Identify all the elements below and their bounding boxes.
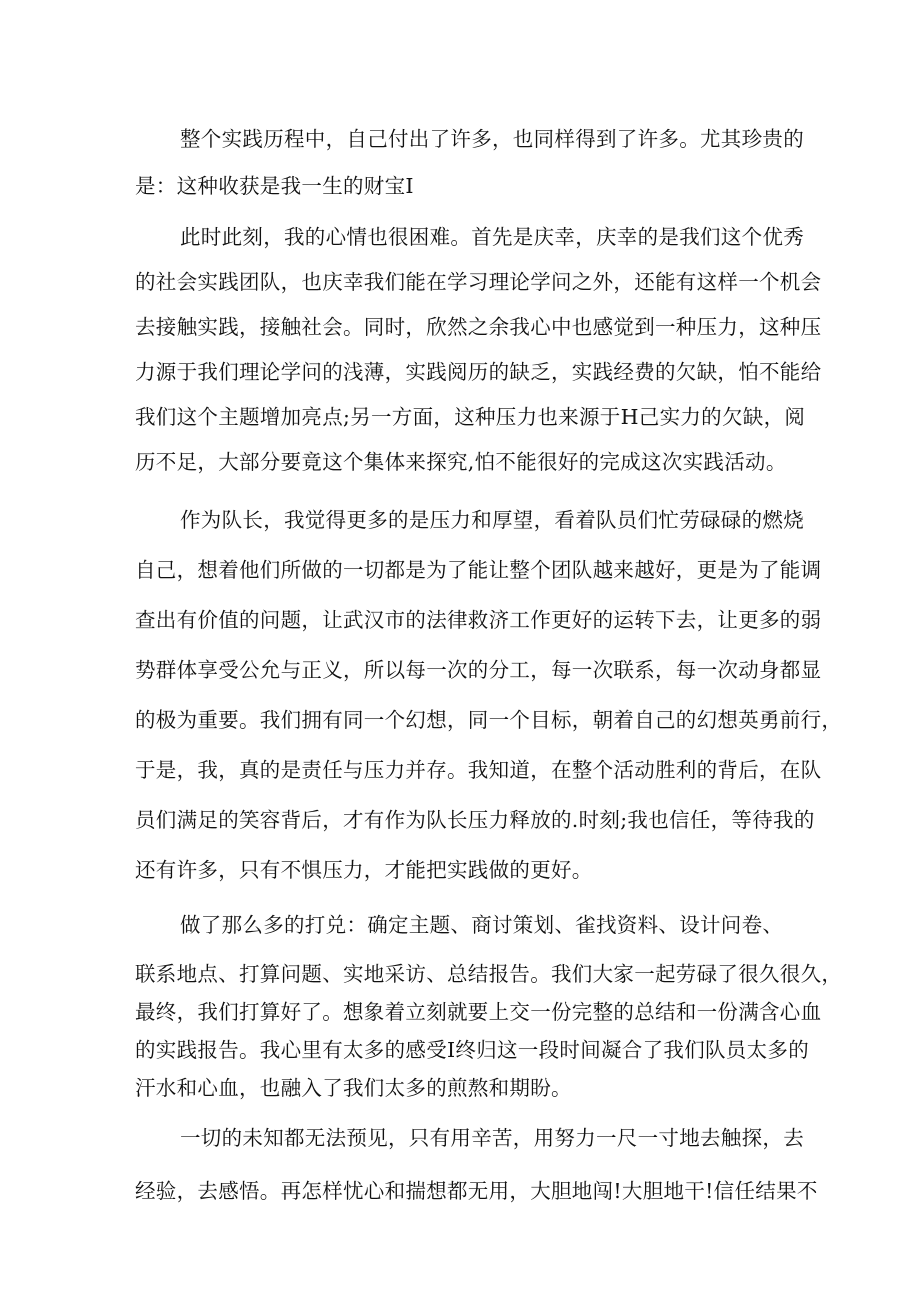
text-line: 的极为重要。我们拥有同一个幻想，同一个目标，朝着自己的幻想英勇前行， [135,708,843,732]
text-line: 历不足，大部分要竟这个集体来探究,怕不能很好的完成这次实践活动。 [135,450,787,474]
text-line: 此时此刻，我的心情也很困难。首先是庆幸，庆幸的是我们这个优秀 [180,225,804,249]
text-line: 整个实践历程中，自己付出了许多，也同样得到了许多。尤其珍贵的 [180,127,804,151]
text-line: 汗水和心血，也融入了我们太多的煎熬和期盼。 [135,1076,572,1100]
text-line: 自己，想着他们所做的一切都是为了能让整个团队越来越好，更是为了能调 [135,558,822,582]
text-line: 最终，我们打算好了。想象着立刻就要上交一份完整的总结和一份满含心血 [135,1000,822,1024]
text-line: 作为队长，我觉得更多的是压力和厚望，看着队员们忙劳碌碌的燃烧 [180,508,804,532]
text-line: 的实践报告。我心里有太多的感受I终归这一段时间凝合了我们队员太多的 [135,1038,809,1062]
text-line: 力源于我们理论学问的浅薄，实践阅历的缺乏，实践经费的欠缺，怕不能给 [135,360,822,384]
text-line: 做了那么多的打兑：确定主题、商讨策划、雀找资料、设计问卷、 [180,913,784,937]
text-line: 去接触实践，接触社会。同时，欣然之余我心中也感觉到一种压力，这种压 [135,315,822,339]
text-line: 我们这个主题增加亮点;另一方面，这种压力也来源于H己实力的欠缺，阅 [135,405,806,429]
text-line: 于是，我，真的是责任与压力并存。我知道，在整个活动胜利的背后，在队 [135,758,822,782]
text-line: 是：这种收获是我一生的财宝I [135,174,414,198]
text-line: 的社会实践团队，也庆幸我们能在学习理论学问之外，还能有这样一个机会 [135,270,822,294]
text-line: 势群体享受公允与正义，所以每一次的分工，每一次联系，每一次动身都显 [135,658,822,682]
text-line: 经验，去感悟。再怎样忧心和揣想都无用，大胆地闯!大胆地干!信任结果不 [135,1179,818,1203]
text-line: 联系地点、打算问题、实地采访、总结报告。我们大家一起劳碌了很久很久， [135,962,843,986]
text-line: 还有许多，只有不惧压力，才能把实践做的更好。 [135,858,593,882]
text-line: 员们满足的笑容背后，才有作为队长压力释放的.时刻;我也信任，等待我的 [135,808,815,832]
text-line: 一切的未知都无法预见，只有用辛苦，用努力一尺一寸地去触探，去 [180,1126,804,1150]
text-line: 查出有价值的问题，让武汉市的法律救济工作更好的运转下去，让更多的弱 [135,608,822,632]
